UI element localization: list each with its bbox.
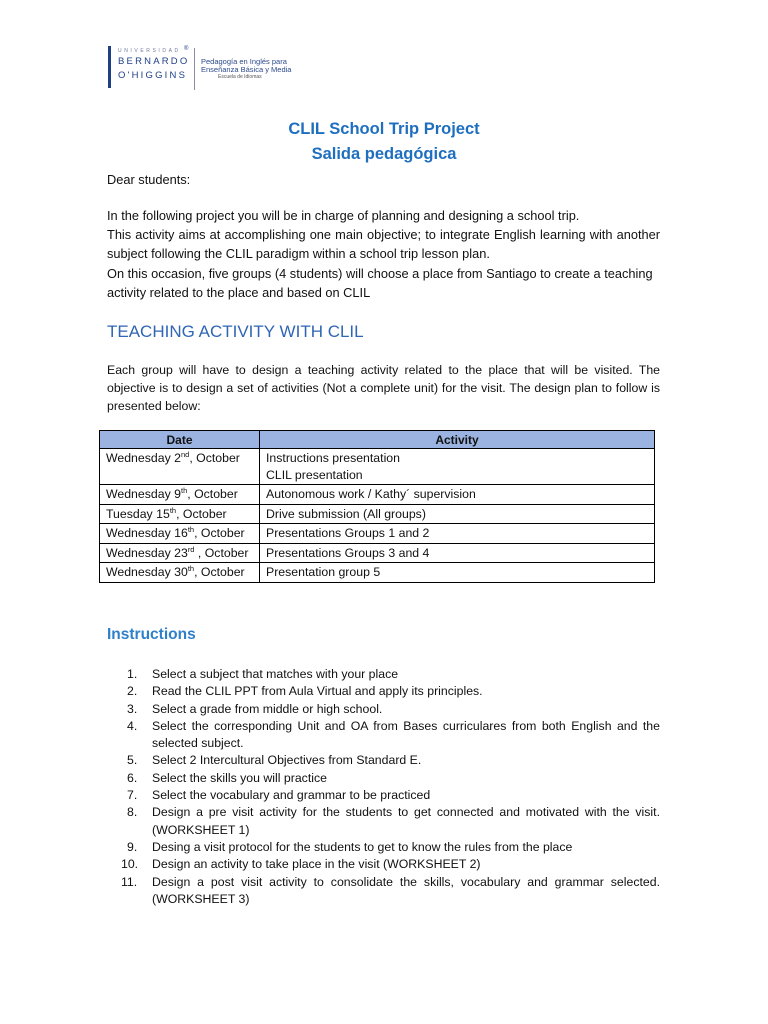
- document-title: CLIL School Trip Project: [288, 120, 480, 138]
- table-row: [100, 485, 655, 505]
- list-number: 9.: [127, 839, 138, 854]
- logo-program-line1: Pedagogía en Inglés para: [201, 57, 287, 66]
- date-day: Wednesday 2: [106, 451, 181, 465]
- list-item: [107, 787, 660, 804]
- date-day: Wednesday 30: [106, 565, 188, 579]
- list-number: 2.: [127, 684, 138, 699]
- table-row: [100, 504, 655, 524]
- table-header-row: [100, 431, 655, 449]
- list-item: [107, 701, 660, 718]
- table-row: [100, 563, 655, 583]
- date-day: Wednesday 9: [106, 487, 181, 501]
- activity-text: Drive submission (All groups): [266, 506, 426, 521]
- section-paragraph: Each group will have to design a teaching activity related to the place that will be visited. The objective is to design a set of activities (Not a complete unit) for the visit. The design plan to follow is presented below:: [107, 363, 660, 413]
- list-number: 1.: [127, 667, 138, 681]
- activity-cell: [260, 563, 655, 583]
- table-row: [100, 449, 655, 485]
- list-item: [107, 804, 660, 839]
- list-item: [107, 856, 660, 873]
- list-text: Select a subject that matches with your place: [152, 667, 399, 681]
- list-text: Design a pre visit activity for the students to get connected and motivated with the visit. (WORKSHEET 1): [152, 805, 660, 837]
- date-suffix: th: [169, 505, 177, 515]
- date-month: , October: [187, 487, 238, 501]
- activity-text: Presentation group 5: [266, 565, 381, 579]
- logo-university-label: UNIVERSIDAD: [118, 48, 181, 54]
- date-cell: [100, 449, 260, 485]
- date-month: , October: [176, 506, 227, 521]
- logo-name-line2: O'HIGGINS: [118, 70, 188, 81]
- schedule-table: [99, 430, 655, 583]
- list-number: 11.: [121, 874, 138, 889]
- list-number: 6.: [127, 770, 138, 785]
- date-cell: [100, 485, 260, 505]
- date-cell: [100, 504, 260, 524]
- list-item: [107, 666, 660, 683]
- date-month: , October: [189, 451, 240, 465]
- table-row: [100, 543, 655, 563]
- date-day: Tuesday 15: [106, 506, 170, 521]
- list-text: Design an activity to take place in the visit (WORKSHEET 2): [152, 857, 481, 872]
- list-text: Select the skills you will practice: [152, 770, 327, 785]
- list-item: [107, 770, 660, 787]
- logo-divider: [194, 48, 195, 90]
- intro-line: On this occasion, five groups (4 students) will choose a place from Santiago to create a teaching activity related to the place and based on CLIL: [107, 265, 653, 300]
- activity-text: Presentations Groups 1 and 2: [266, 526, 430, 540]
- activity-text: Presentations Groups 3 and 4: [266, 545, 430, 560]
- activity-cell: [260, 543, 655, 563]
- list-text: Select 2 Intercultural Objectives from Standard E.: [152, 753, 422, 768]
- intro-line: In the following project you will be in charge of planning and designing a school trip.: [107, 208, 580, 223]
- list-item: [107, 874, 660, 909]
- date-day: Wednesday 16: [106, 526, 188, 540]
- logo-registered-mark: ®: [184, 46, 189, 52]
- date-month: , October: [194, 565, 245, 579]
- greeting: Dear students:: [107, 172, 191, 187]
- activity-cell: [260, 524, 655, 544]
- list-item: [107, 839, 660, 856]
- list-number: 7.: [127, 788, 138, 803]
- activity-cell: [260, 449, 655, 485]
- activity-text: Autonomous work / Kathy´ supervision: [266, 487, 476, 501]
- date-suffix: th: [187, 524, 195, 534]
- date-suffix: nd: [180, 449, 190, 459]
- list-number: 5.: [127, 753, 138, 768]
- instructions-list: [107, 666, 660, 908]
- date-month: , October: [194, 526, 245, 540]
- document-subtitle: Salida pedagógica: [311, 145, 457, 163]
- intro-line: This activity aims at accomplishing one main objective; to integrate English learning with another subject following the CLIL paradigm within a school trip lesson plan.: [107, 227, 660, 262]
- activity-cell: [260, 504, 655, 524]
- logo-name-line1: BERNARDO: [118, 56, 190, 67]
- logo-program-line2: Enseñanza Básica y Media: [201, 65, 292, 74]
- logo-bar: [108, 46, 111, 88]
- list-text: Select the vocabulary and grammar to be practiced: [152, 788, 431, 803]
- list-text: Design a post visit activity to consolidate the skills, vocabulary and grammar selected. (WORKSHEET 3): [152, 874, 660, 906]
- list-number: 10.: [121, 857, 139, 872]
- activity-cell: [260, 485, 655, 505]
- list-text: Select a grade from middle or high school.: [152, 701, 383, 716]
- table-row: [100, 524, 655, 544]
- list-text: Desing a visit protocol for the students to get to know the rules from the place: [152, 839, 573, 854]
- list-text: Select the corresponding Unit and OA from Bases curriculares from both English and the selected subject.: [152, 718, 660, 751]
- date-cell: [100, 524, 260, 544]
- list-number: 4.: [127, 718, 138, 733]
- instructions-heading: Instructions: [107, 626, 196, 643]
- date-day: Wednesday 23: [106, 545, 188, 560]
- list-number: 8.: [127, 805, 138, 820]
- activity-text: Instructions presentation: [266, 451, 400, 465]
- date-suffix: rd: [187, 544, 195, 554]
- list-text: Read the CLIL PPT from Aula Virtual and apply its principles.: [152, 684, 483, 699]
- activity-text: CLIL presentation: [266, 467, 363, 482]
- column-header-date: Date: [100, 431, 260, 449]
- date-month: , October: [194, 545, 249, 560]
- logo-program-line3: Escuela de Idiomas: [218, 74, 262, 80]
- column-header-activity: Activity: [260, 431, 655, 449]
- list-item: [107, 718, 660, 753]
- list-item: [107, 683, 660, 700]
- date-cell: [100, 543, 260, 563]
- date-suffix: th: [180, 485, 188, 495]
- date-cell: [100, 563, 260, 583]
- list-item: [107, 752, 660, 769]
- section-heading: TEACHING ACTIVITY WITH CLIL: [107, 322, 364, 341]
- list-number: 3.: [127, 701, 138, 716]
- date-suffix: th: [187, 563, 195, 573]
- intro-paragraph: [107, 206, 660, 302]
